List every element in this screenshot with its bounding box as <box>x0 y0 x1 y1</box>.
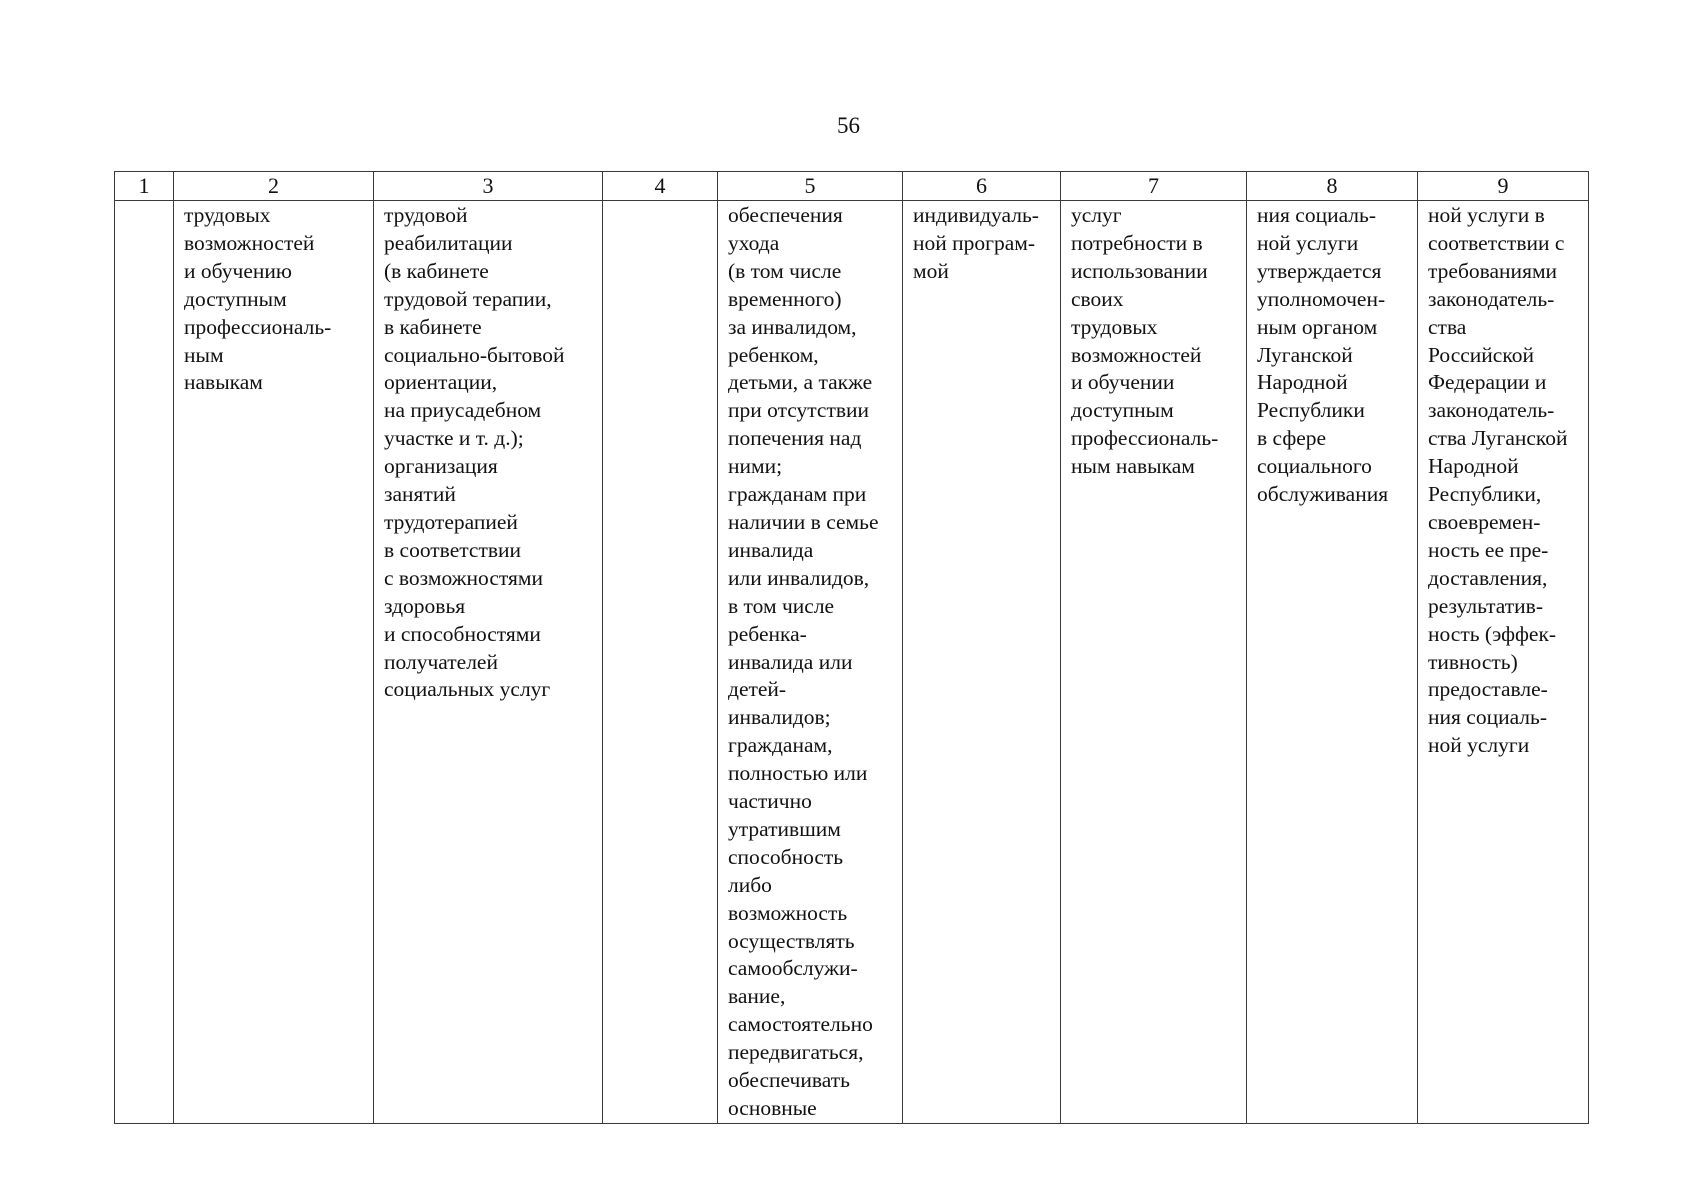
cell-col-3: трудовой реабилитации (в кабинете трудовой терапии, в кабинете социально-бытовой ориентации, на приусадебном участке и т. д.); организация занятий трудотерапией в соответствии с возможностями здоровья и способностями получателей социальных услуг <box>374 201 603 1124</box>
table-row <box>115 201 1589 1124</box>
column-number-row <box>115 172 1589 201</box>
column-number-header: 7 <box>1061 172 1247 201</box>
column-number-header: 4 <box>603 172 718 201</box>
cell-col-7: услуг потребности в использовании своих трудовых возможностей и обучении доступным профессиональ- ным навыкам <box>1061 201 1247 1124</box>
cell-col-2: трудовых возможностей и обучению доступным профессиональ- ным навыкам <box>174 201 374 1124</box>
page-number: 56 <box>837 113 860 138</box>
cell-col-9: ной услуги в соответствии с требованиями законодатель- ства Российской Федерации и законодатель- ства Луганской Народной Республики, своевремен- ность ее пре- доставления, результатив- ность (эффек- тивность) предоставле- ния социаль- ной услуги <box>1418 201 1589 1124</box>
cell-col-1 <box>115 201 174 1124</box>
column-number-header: 5 <box>718 172 903 201</box>
column-number-header: 1 <box>115 172 174 201</box>
column-number-header: 2 <box>174 172 374 201</box>
cell-col-4 <box>603 201 718 1124</box>
column-number-header: 8 <box>1247 172 1418 201</box>
cell-col-6: индивидуаль- ной програм- мой <box>903 201 1061 1124</box>
column-number-header: 6 <box>903 172 1061 201</box>
services-table <box>114 171 1589 1124</box>
cell-col-5: обеспечения ухода (в том числе временного) за инвалидом, ребенком, детьми, а также при отсутствии попечения над ними; гражданам при наличии в семье инвалида или инвалидов, в том числе ребенка- инвалида или детей- инвалидов; гражданам, полностью или частично утратившим способность либо возможность осуществлять самообслужи- вание, самостоятельно передвигаться, обеспечивать основные <box>718 201 903 1124</box>
column-number-header: 9 <box>1418 172 1589 201</box>
column-number-header: 3 <box>374 172 603 201</box>
cell-col-8: ния социаль- ной услуги утверждается уполномочен- ным органом Луганской Народной Республики в сфере социального обслуживания <box>1247 201 1418 1124</box>
